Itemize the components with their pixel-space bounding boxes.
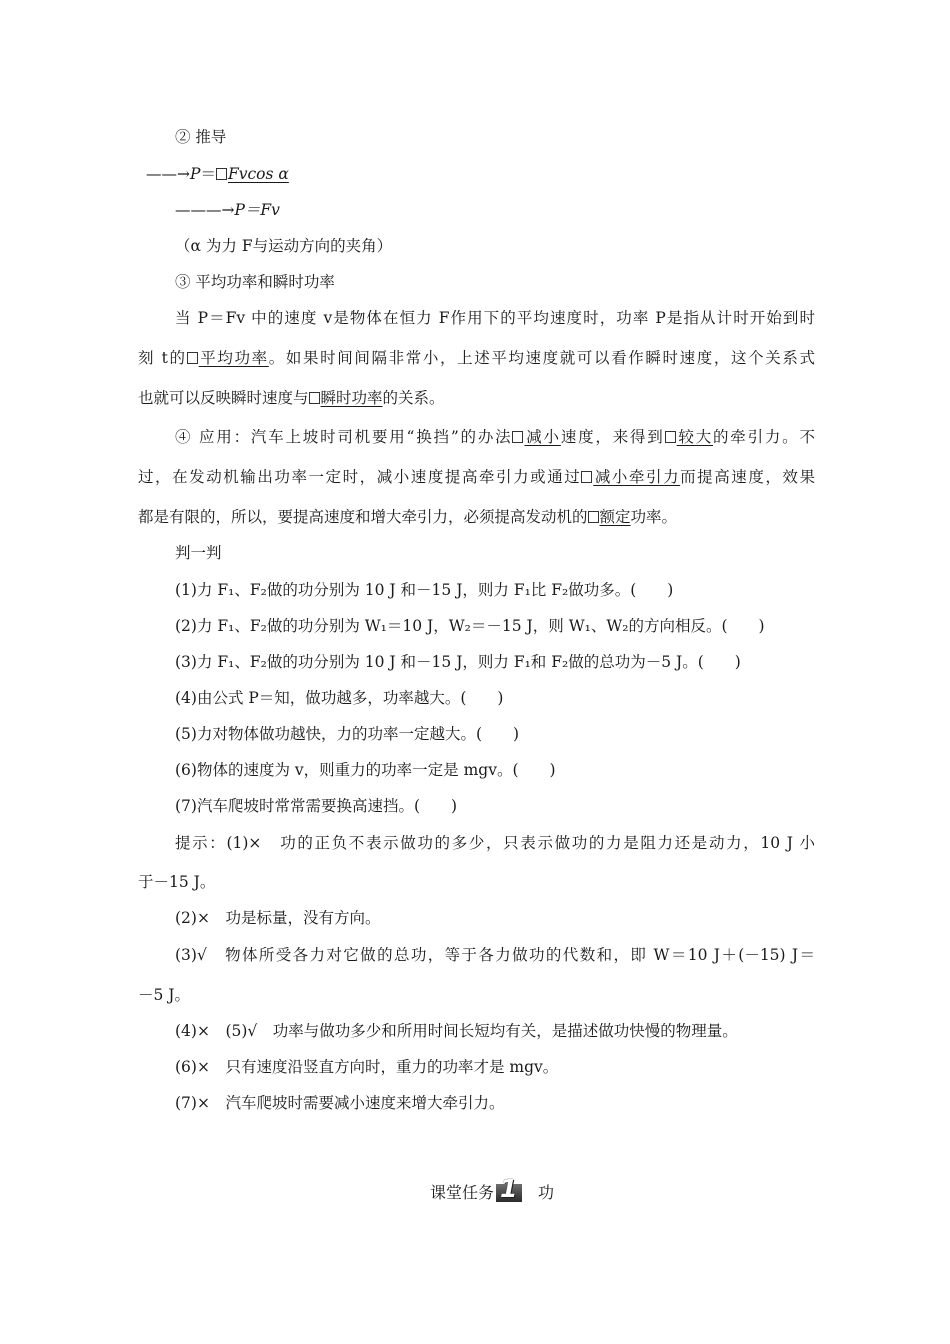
- formula: P＝Fv: [234, 201, 280, 219]
- fill-blank: 较大: [665, 428, 713, 446]
- fill-blank: 瞬时功率: [309, 389, 383, 407]
- hint-line: 于－15 J。: [138, 873, 216, 891]
- judge-item: (3)力 F₁、F₂做的功分别为 10 J 和－15 J，则力 F₁和 F₂做的总功为－5 J。( ): [175, 653, 741, 671]
- formula-lhs: P: [190, 165, 201, 183]
- judge-item: (7)汽车爬坡时常常需要换高速挡。( ): [175, 797, 458, 815]
- task-number-badge: [496, 1174, 522, 1204]
- angle-note: （α 为力 F与运动方向的夹角）: [175, 237, 393, 255]
- hint-line: (7)× 汽车爬坡时需要减小速度来增大牵引力。: [175, 1094, 505, 1112]
- blank-box-icon: [187, 352, 198, 364]
- hint-line: －5 J。: [138, 986, 191, 1004]
- blank-box-icon: [512, 431, 523, 443]
- formula-line-1: [146, 164, 289, 184]
- formula-line-2: [175, 200, 280, 220]
- arrow: ——→: [146, 165, 190, 183]
- fill-blank: 平均功率: [187, 349, 269, 367]
- fill-blank: 减小牵引力: [581, 468, 680, 486]
- paragraph-line: 都是有限的，所以，要提高速度和增大牵引力，必须提高发动机的 额定功率。: [138, 508, 678, 526]
- task-prefix: 课堂任务: [430, 1182, 495, 1202]
- task-title: 功: [538, 1182, 555, 1202]
- blank-box-icon: [216, 168, 227, 180]
- paragraph-line: 也就可以反映瞬时速度与 瞬时功率的关系。: [138, 389, 445, 407]
- fill-blank: Fvcos α: [216, 165, 289, 183]
- derivation-heading: ② 推导: [175, 128, 227, 146]
- fill-blank: 额定: [588, 508, 631, 526]
- paragraph-line: 过，在发动机输出功率一定时，减小速度提高牵引力或通过 减小牵引力而提高速度，效果: [138, 468, 815, 486]
- hint-line: (4)× (5)√ 功率与做功多少和所用时间长短均有关，是描述做功快慢的物理量。: [175, 1022, 738, 1040]
- judge-heading: 判一判: [175, 544, 222, 562]
- paragraph-line: 刻 t的 平均功率。如果时间间隔非常小，上述平均速度就可以看作瞬时速度，这个关系式: [138, 349, 815, 367]
- judge-item: (2)力 F₁、F₂做的功分别为 W₁＝10 J，W₂＝－15 J，则 W₁、W₂的方向相反。( ): [175, 617, 765, 635]
- judge-item: (5)力对物体做功越快，力的功率一定越大。( ): [175, 725, 520, 743]
- paragraph-line: ④ 应用：汽车上坡时司机要用“换挡”的办法 减小速度，来得到 较大的牵引力。不: [175, 428, 815, 446]
- arrow: ———→: [175, 201, 235, 219]
- hint-line: (6)× 只有速度沿竖直方向时，重力的功率才是 mgv。: [175, 1058, 559, 1076]
- judge-item: (4)由公式 P＝知，做功越多，功率越大。( ): [175, 689, 504, 707]
- judge-item: (6)物体的速度为 v，则重力的功率一定是 mgv。( ): [175, 761, 556, 779]
- blank-box-icon: [309, 392, 320, 404]
- task-heading: [430, 1176, 554, 1206]
- hint-line: (2)× 功是标量，没有方向。: [175, 909, 381, 927]
- blank-box-icon: [588, 511, 599, 523]
- paragraph-line: 当 P＝Fv 中的速度 v是物体在恒力 F作用下的平均速度时，功率 P是指从计时开始到时: [175, 309, 815, 327]
- judge-item: (1)力 F₁、F₂做的功分别为 10 J 和－15 J，则力 F₁比 F₂做功多。( ): [175, 581, 674, 599]
- blank-box-icon: [665, 431, 676, 443]
- fill-blank: 减小: [512, 428, 560, 446]
- hint-line: (3)√ 物体所受各力对它做的总功，等于各力做功的代数和，即 W＝10 J＋(－15) J＝: [175, 946, 815, 964]
- blank-box-icon: [581, 471, 592, 483]
- section3-heading: ③ 平均功率和瞬时功率: [175, 273, 335, 291]
- equals-sign: ＝: [200, 165, 216, 183]
- hint-line: 提示：(1)× 功的正负不表示做功的多少，只表示做功的力是阻力还是动力，10 J 小: [175, 834, 815, 852]
- task-number: 1: [500, 1174, 518, 1203]
